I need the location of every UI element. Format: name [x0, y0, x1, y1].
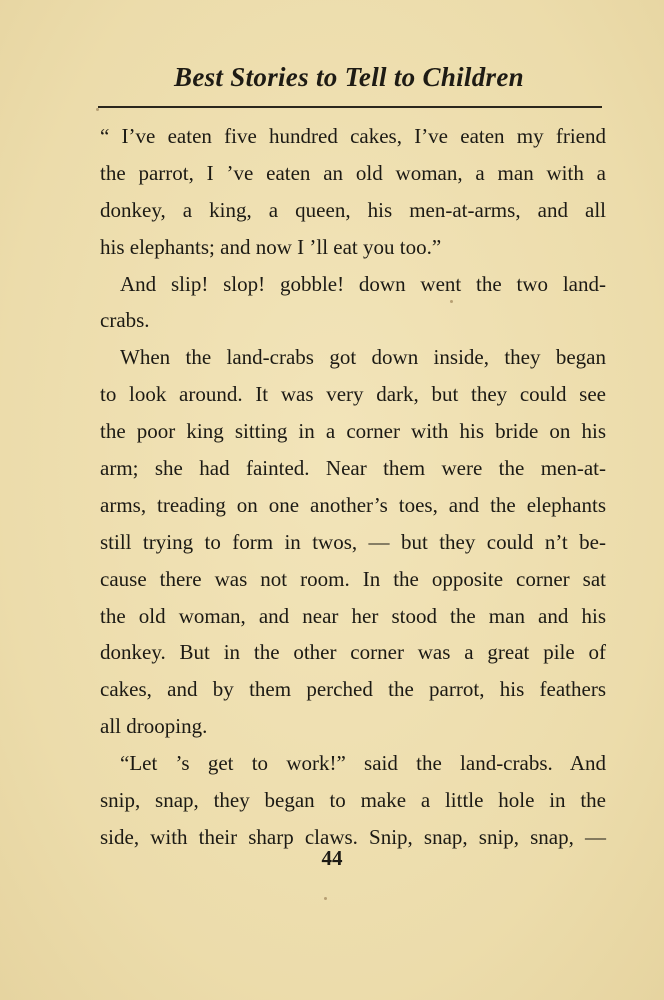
paper-speck: [450, 300, 453, 303]
running-head: Best Stories to Tell to Children: [174, 62, 524, 92]
text-line: donkey, a king, a queen, his men-at-arms, and all: [100, 197, 606, 222]
text-line: the poor king sitting in a corner with his bride on his: [100, 419, 606, 444]
text-line: donkey. But in the other corner was a great pile of: [100, 640, 606, 665]
text-line: cause there was not room. In the opposite corner sat: [100, 566, 606, 591]
text-line: arms, treading on one another’s toes, and the elephants: [100, 492, 606, 517]
text-line: And slip! slop! gobble! down went the two land-: [120, 271, 606, 296]
text-line: the old woman, and near her stood the man and his: [100, 603, 606, 628]
text-line: “Let ’s get to work!” said the land-crabs. And: [120, 751, 606, 776]
paper-speck: [96, 108, 99, 111]
text-line: “ I’ve eaten five hundred cakes, I’ve eaten my friend: [100, 124, 606, 148]
text-line: his elephants; and now I ’ll eat you too.”: [100, 234, 442, 259]
text-line: cakes, and by them perched the parrot, his feathers: [100, 677, 606, 702]
text-line: all drooping.: [100, 714, 208, 739]
text-line: snip, snap, they began to make a little hole in the: [100, 788, 606, 813]
paper-speck: [324, 897, 327, 900]
page-number: 44: [321, 846, 343, 870]
body-text: [100, 118, 606, 856]
text-line: the parrot, I ’ve eaten an old woman, a man with a: [100, 160, 606, 185]
text-line: side, with their sharp claws. Snip, snap, snip, snap, —: [100, 824, 606, 849]
text-line: When the land-crabs got down inside, they began: [120, 345, 606, 370]
header-rule: [98, 106, 602, 108]
text-line: to look around. It was very dark, but they could see: [100, 382, 606, 407]
text-line: arm; she had fainted. Near them were the men-at-: [100, 456, 606, 481]
text-line: still trying to form in twos, — but they could n’t be-: [100, 529, 606, 554]
text-line: crabs.: [100, 308, 150, 333]
